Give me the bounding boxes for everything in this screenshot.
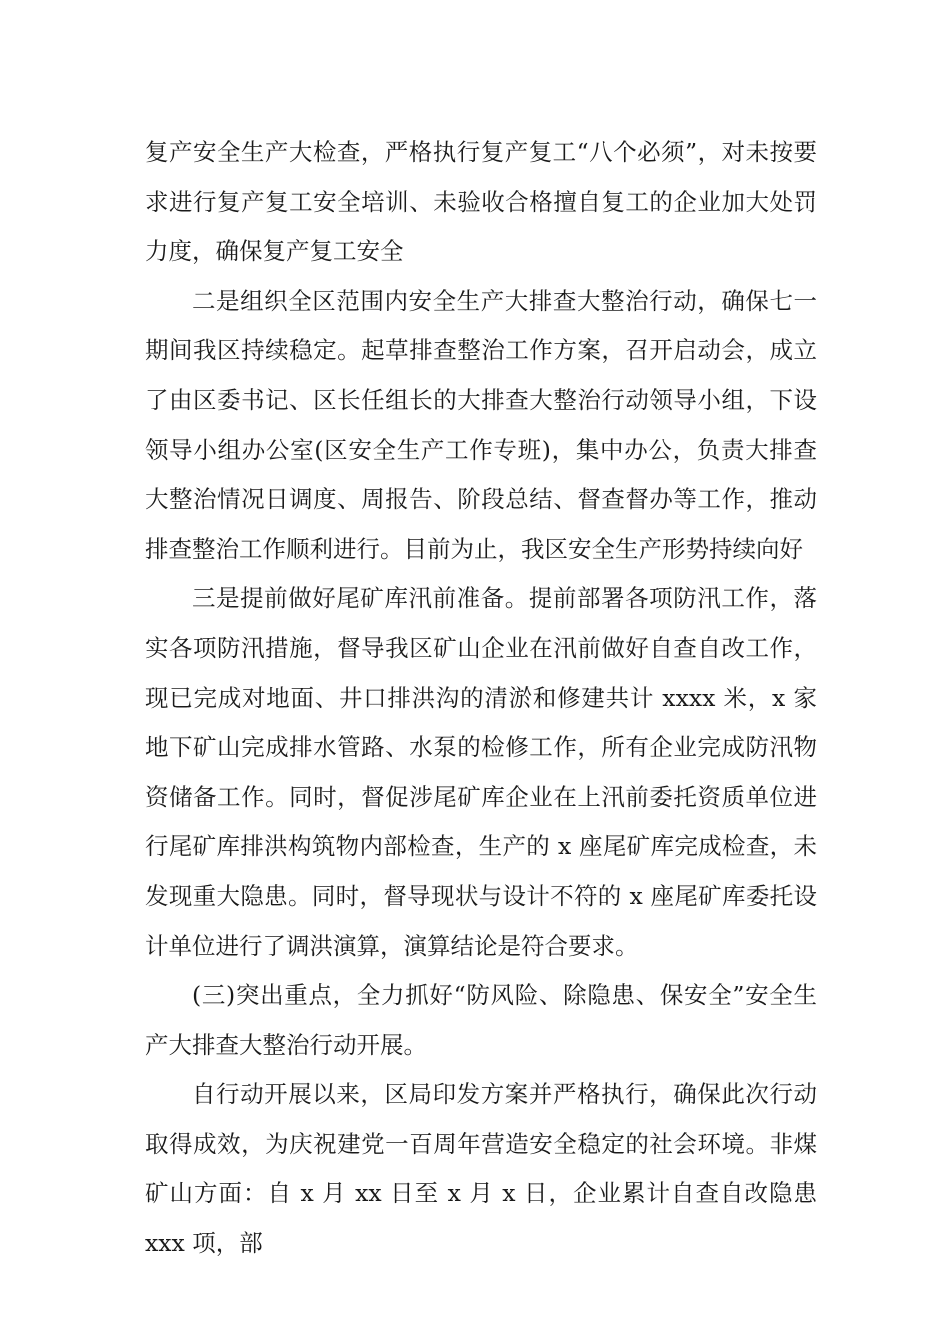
paragraph-3: 三是提前做好尾矿库汛前准备。提前部署各项防汛工作，落实各项防汛措施，督导我区矿山企业在汛前做好自查自改工作，现已完成对地面、井口排洪沟的清淤和修建共计 xxxx 米，x 家地下矿山完成排水管路、水泵的检修工作，所有企业完成防汛物资储备工作。同时，督促涉尾矿库企业在上汛前委托资质单位进行尾矿库排洪构筑物内部检查，生产的 x 座尾矿库完成检查，未发现重大隐患。同时，督导现状与设计不符的 x 座尾矿库委托设计单位进行了调洪演算，演算结论是符合要求。 <box>145 584 817 960</box>
paragraph-4: (三)突出重点，全力抓好“防风险、除隐患、保安全”安全生产大排查大整治行动开展。 <box>145 981 817 1059</box>
document-body <box>145 128 817 1269</box>
paragraph-1: 复产安全生产大检查，严格执行复产复工“八个必须”，对未按要求进行复产复工安全培训、未验收合格擅自复工的企业加大处罚力度，确保复产复工安全 <box>145 138 817 266</box>
paragraph-5: 自行动开展以来，区局印发方案并严格执行，确保此次行动取得成效，为庆祝建党一百周年营造安全稳定的社会环境。非煤矿山方面：自 x 月 xx 日至 x 月 x 日，企业累计自查自改隐患 xxx 项，部 <box>145 1080 817 1258</box>
paragraph-2: 二是组织全区范围内安全生产大排查大整治行动，确保七一期间我区持续稳定。起草排查整治工作方案，召开启动会，成立了由区委书记、区长任组长的大排查大整治行动领导小组，下设领导小组办公室(区安全生产工作专班)，集中办公，负责大排查大整治情况日调度、周报告、阶段总结、督查督办等工作，推动排查整治工作顺利进行。目前为止，我区安全生产形势持续向好 <box>145 286 817 563</box>
